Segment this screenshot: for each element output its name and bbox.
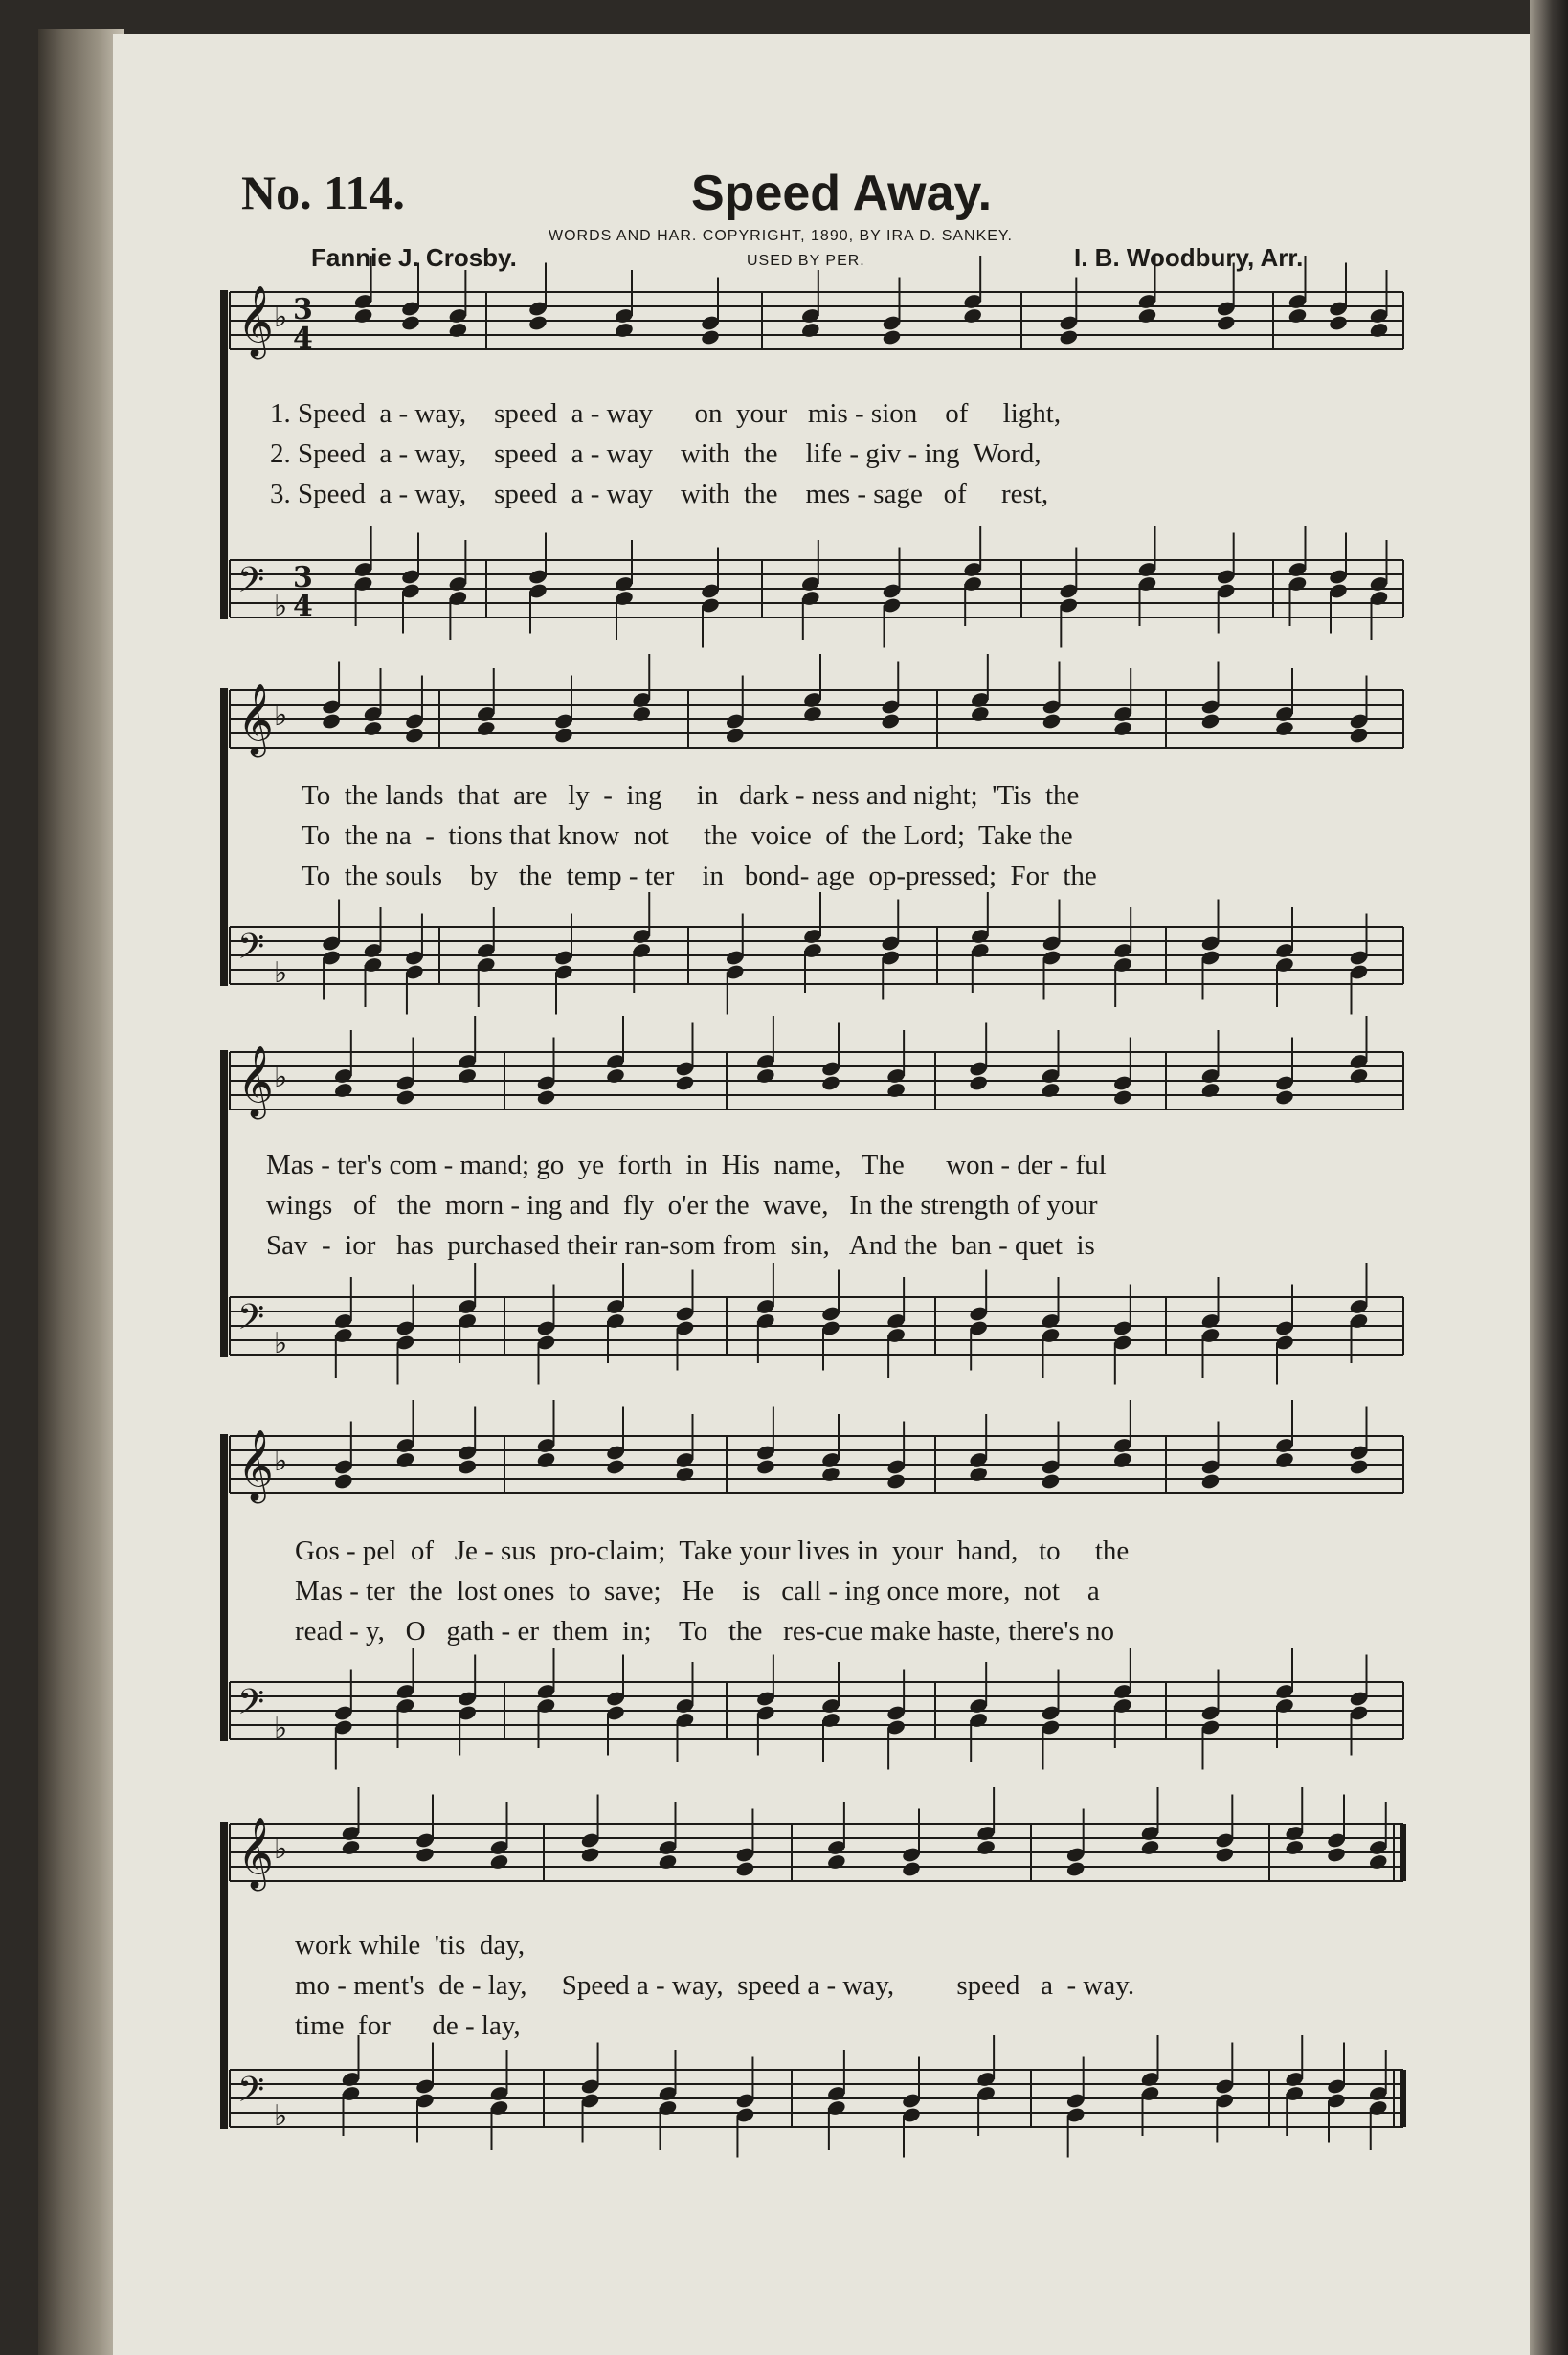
note-head bbox=[353, 307, 373, 325]
note-head bbox=[632, 706, 652, 723]
note-head bbox=[363, 720, 383, 737]
note-head bbox=[1200, 1472, 1221, 1490]
time-signature: 4 bbox=[293, 322, 313, 355]
lyric-line: read - y, O gath - er them in; To the res-cue make haste, there's no bbox=[295, 1616, 1114, 1647]
treble-clef-icon: 𝄞 bbox=[237, 286, 274, 357]
note-head bbox=[755, 1458, 775, 1475]
note-head bbox=[395, 1088, 415, 1106]
note-head bbox=[1215, 1846, 1235, 1863]
note-head bbox=[404, 727, 424, 744]
note-head bbox=[901, 1860, 921, 1877]
system-bracket bbox=[220, 1050, 228, 1357]
note-head bbox=[333, 1082, 353, 1099]
flat-icon: ♭ bbox=[274, 1061, 288, 1094]
note-head bbox=[1065, 1860, 1086, 1877]
note-head bbox=[458, 1067, 478, 1085]
lyric-line: 1. Speed a - way, speed a - way on your mis - sion of light, bbox=[270, 398, 1062, 429]
hymn-number: No. 114. bbox=[241, 166, 405, 219]
note-head bbox=[969, 1074, 989, 1091]
note-head bbox=[963, 307, 983, 325]
lyric-line: To the na - tions that know not the voice of the Lord; Take the bbox=[302, 820, 1073, 851]
note-head bbox=[1369, 322, 1389, 339]
note-head bbox=[975, 1839, 996, 1856]
time-signature: 3 bbox=[293, 561, 313, 594]
note-head bbox=[1041, 1472, 1061, 1490]
lyric-line: work while 'tis day, bbox=[295, 1930, 526, 1961]
note-head bbox=[614, 322, 634, 339]
note-head bbox=[1140, 1839, 1160, 1856]
flat-icon: ♭ bbox=[274, 590, 288, 623]
note-head bbox=[820, 1466, 840, 1483]
note-head bbox=[553, 727, 573, 744]
treble-clef-icon: 𝄞 bbox=[237, 1046, 274, 1117]
bass-clef-icon: 𝄢 bbox=[237, 927, 265, 976]
note-head bbox=[1349, 1067, 1369, 1085]
note-head bbox=[885, 1472, 906, 1490]
flat-icon: ♭ bbox=[274, 1712, 288, 1745]
treble-clef-icon: 𝄞 bbox=[237, 1430, 274, 1501]
note-head bbox=[800, 322, 820, 339]
note-head bbox=[1200, 712, 1221, 729]
note-head bbox=[341, 1839, 361, 1856]
flat-icon: ♭ bbox=[274, 1445, 288, 1478]
note-head bbox=[1200, 1082, 1221, 1099]
system-bracket bbox=[220, 1822, 228, 2129]
note-head bbox=[658, 1853, 678, 1871]
hymn-title: Speed Away. bbox=[691, 166, 993, 221]
flat-icon: ♭ bbox=[274, 956, 288, 990]
note-head bbox=[1112, 1088, 1132, 1106]
note-head bbox=[1285, 1839, 1305, 1856]
lyric-line: mo - ment's de - lay, Speed a - way, speed a - way, speed a - way. bbox=[295, 1970, 1135, 2001]
note-head bbox=[802, 706, 822, 723]
note-head bbox=[700, 328, 720, 346]
note-head bbox=[1113, 720, 1133, 737]
note-head bbox=[675, 1466, 695, 1483]
note-head bbox=[395, 1451, 415, 1469]
note-head bbox=[1288, 307, 1308, 325]
lyric-line: To the souls by the temp - ter in bond- age op-pressed; For the bbox=[302, 861, 1097, 891]
note-head bbox=[1274, 720, 1294, 737]
note-head bbox=[527, 314, 548, 331]
note-head bbox=[536, 1451, 556, 1469]
note-head bbox=[1368, 1853, 1388, 1871]
lyricist-credit: Fannie J. Crosby. bbox=[311, 243, 517, 272]
note-head bbox=[1216, 314, 1236, 331]
permission-notice: USED BY PER. bbox=[747, 253, 865, 269]
note-head bbox=[885, 1082, 906, 1099]
time-signature: 4 bbox=[293, 590, 313, 623]
lyric-line: Mas - ter's com - mand; go ye forth in His name, The won - der - ful bbox=[266, 1150, 1107, 1180]
note-head bbox=[1328, 314, 1348, 331]
note-head bbox=[969, 1466, 989, 1483]
lyric-line: 3. Speed a - way, speed a - way with the mes - sage of rest, bbox=[270, 479, 1049, 509]
note-head bbox=[826, 1853, 846, 1871]
lyric-line: time for de - lay, bbox=[295, 2010, 521, 2041]
composer-credit: I. B. Woodbury, Arr. bbox=[1074, 243, 1304, 272]
note-head bbox=[476, 720, 496, 737]
system-bracket bbox=[220, 688, 228, 986]
note-head bbox=[448, 322, 468, 339]
note-head bbox=[755, 1067, 775, 1085]
flat-icon: ♭ bbox=[274, 1832, 288, 1866]
note-head bbox=[489, 1853, 509, 1871]
note-head bbox=[580, 1846, 600, 1863]
note-head bbox=[1112, 1451, 1132, 1469]
note-head bbox=[321, 712, 341, 729]
lyric-line: wings of the morn - ing and fly o'er the wave, In the strength of your bbox=[266, 1190, 1098, 1221]
system-bracket bbox=[220, 1434, 228, 1741]
bass-clef-icon: 𝄢 bbox=[237, 1682, 265, 1731]
note-head bbox=[882, 328, 902, 346]
flat-icon: ♭ bbox=[274, 301, 288, 334]
note-head bbox=[1274, 1451, 1294, 1469]
lyric-line: Gos - pel of Je - sus pro-claim; Take your lives in your hand, to the bbox=[295, 1536, 1130, 1566]
note-head bbox=[1059, 328, 1079, 346]
note-head bbox=[1041, 1082, 1061, 1099]
lyric-line: 2. Speed a - way, speed a - way with the life - giv - ing Word, bbox=[270, 438, 1042, 469]
note-head bbox=[536, 1088, 556, 1106]
note-head bbox=[725, 727, 745, 744]
lyric-line: Mas - ter the lost ones to save; He is call - ing once more, not a bbox=[295, 1576, 1100, 1606]
lyric-line: To the lands that are ly - ing in dark - ness and night; 'Tis the bbox=[302, 780, 1080, 811]
note-head bbox=[735, 1860, 755, 1877]
bass-clef-icon: 𝄢 bbox=[237, 2070, 265, 2119]
treble-clef-icon: 𝄞 bbox=[237, 684, 274, 755]
flat-icon: ♭ bbox=[274, 2099, 288, 2133]
note-head bbox=[1349, 1458, 1369, 1475]
note-head bbox=[1137, 307, 1157, 325]
system-bracket bbox=[220, 290, 228, 619]
lyric-line: Sav - ior has purchased their ran-som from sin, And the ban - quet is bbox=[266, 1230, 1095, 1261]
note-head bbox=[605, 1458, 625, 1475]
copyright-notice: WORDS AND HAR. COPYRIGHT, 1890, BY IRA D. SANKEY. bbox=[549, 228, 1013, 244]
bass-clef-icon: 𝄢 bbox=[237, 560, 265, 609]
note-head bbox=[1349, 727, 1369, 744]
note-head bbox=[1042, 712, 1062, 729]
note-head bbox=[333, 1472, 353, 1490]
flat-icon: ♭ bbox=[274, 699, 288, 732]
note-head bbox=[970, 706, 990, 723]
note-head bbox=[881, 712, 901, 729]
note-head bbox=[414, 1846, 435, 1863]
note-head bbox=[820, 1074, 840, 1091]
note-head bbox=[458, 1458, 478, 1475]
note-head bbox=[605, 1067, 625, 1085]
note-head bbox=[675, 1074, 695, 1091]
note-head bbox=[1274, 1088, 1294, 1106]
note-head bbox=[1326, 1846, 1346, 1863]
note-head bbox=[400, 314, 420, 331]
time-signature: 3 bbox=[293, 293, 313, 326]
bass-clef-icon: 𝄢 bbox=[237, 1297, 265, 1346]
treble-clef-icon: 𝄞 bbox=[237, 1818, 274, 1889]
flat-icon: ♭ bbox=[274, 1327, 288, 1360]
